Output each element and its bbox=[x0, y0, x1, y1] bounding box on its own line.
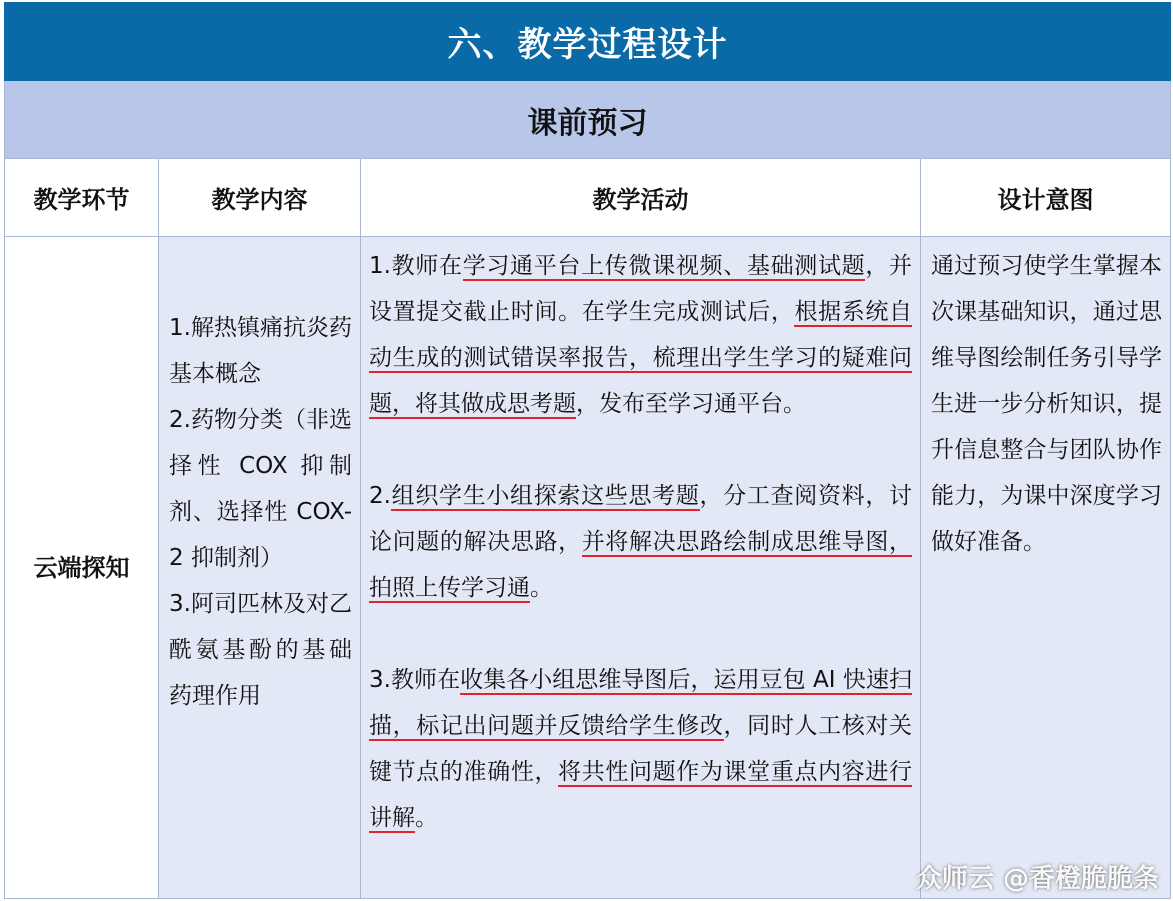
table-title: 六、教学过程设计 bbox=[5, 3, 1171, 81]
header-stage: 教学环节 bbox=[5, 159, 159, 237]
header-content: 教学内容 bbox=[159, 159, 361, 237]
activity-paragraph-2 bbox=[369, 473, 912, 611]
activity-text: ，同时人工核对关键节点的准确性， bbox=[369, 713, 913, 785]
cell-stage: 云端探知 bbox=[5, 237, 159, 899]
activity-paragraph-1 bbox=[369, 243, 912, 427]
underlined-text: 并将解决思路绘制成思维导图，拍照上传学习通 bbox=[369, 529, 913, 601]
activity-text: 1.教师在 bbox=[369, 253, 463, 279]
teaching-process-table bbox=[4, 2, 1171, 899]
activity-text: 2. bbox=[369, 483, 391, 509]
cell-content bbox=[159, 237, 361, 899]
activity-text: 。 bbox=[530, 575, 553, 601]
underlined-text: 将共性问题作为课堂重点内容进行讲解 bbox=[369, 759, 913, 831]
intent-text: 通过预习使学生掌握本次课基础知识，通过思维导图绘制任务引导学生进一步分析知识，提升信息整合与团队协作能力，为课中深度学习做好准备。 bbox=[931, 253, 1162, 555]
content-item: 3.阿司匹林及对乙酰氨基酚的基础药理作用 bbox=[169, 591, 352, 709]
activity-paragraph-3 bbox=[369, 657, 912, 841]
activity-text: ，发布至学习通平台。 bbox=[576, 391, 806, 417]
underlined-text: 组织学生小组探索这些思考题 bbox=[390, 483, 700, 509]
watermark: 众师云 @香橙脆脆条 bbox=[915, 864, 1159, 894]
cell-intent bbox=[921, 237, 1171, 899]
cell-activity bbox=[361, 237, 921, 899]
activity-text: 。 bbox=[415, 805, 438, 831]
content-item: 2.药物分类（非选择性 COX 抑制剂、选择性 COX-2 抑制剂） bbox=[169, 407, 352, 571]
header-activity: 教学活动 bbox=[361, 159, 921, 237]
activity-text: ，并设置提交截止时间。在学生完成测试后， bbox=[369, 253, 913, 325]
activity-text: 3.教师在 bbox=[369, 667, 461, 693]
underlined-text: 根据系统自动生成的测试错误率报告，梳理出学生学习的疑难问题，将其做成思考题 bbox=[369, 299, 913, 417]
section-subtitle: 课前预习 bbox=[5, 81, 1171, 159]
header-intent: 设计意图 bbox=[921, 159, 1171, 237]
underlined-text: 学习通平台上传微课视频、基础测试题 bbox=[462, 253, 866, 279]
activity-text: ，分工查阅资料，讨论问题的解决思路， bbox=[369, 483, 913, 555]
underlined-text: 收集各小组思维导图后，运用豆包 AI 快速扫描，标记出问题并反馈给学生修改 bbox=[369, 667, 912, 739]
content-item: 1.解热镇痛抗炎药基本概念 bbox=[169, 315, 352, 387]
